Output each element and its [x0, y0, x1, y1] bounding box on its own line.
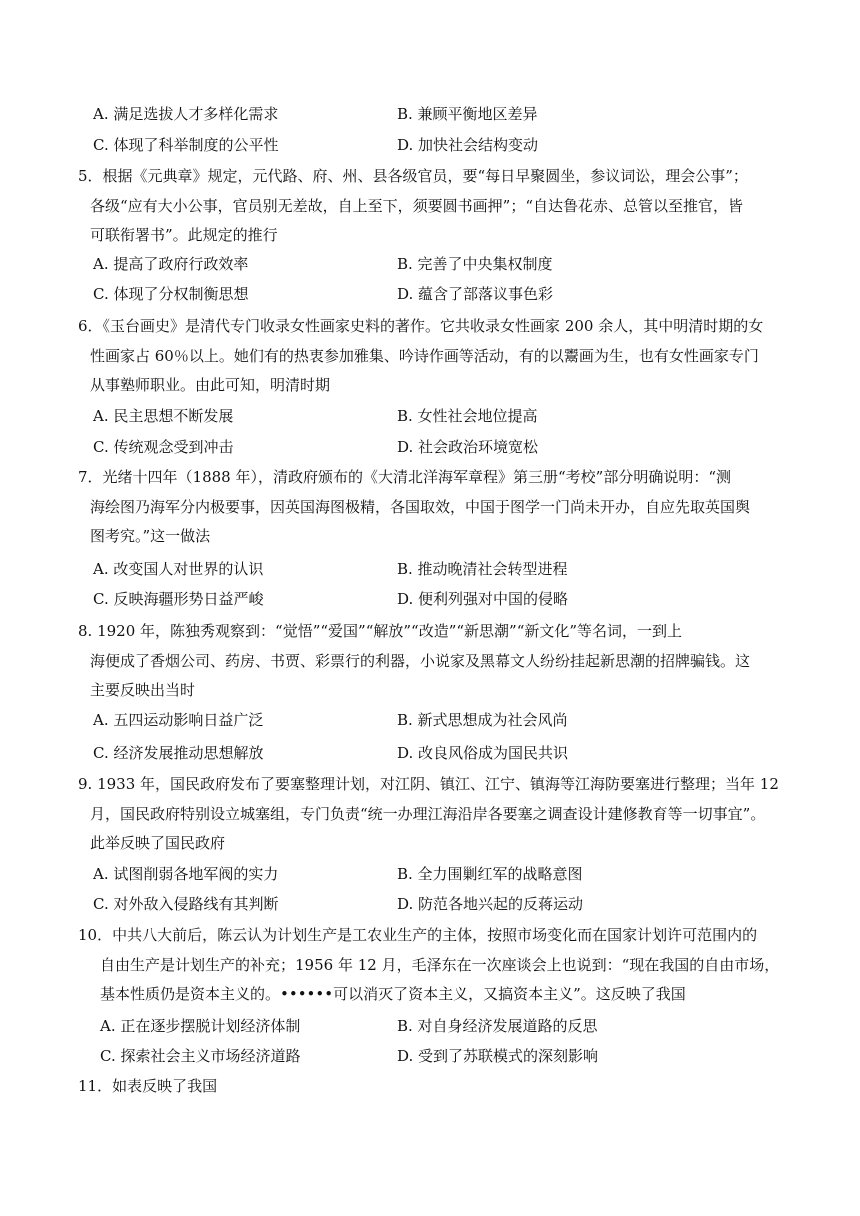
- question-9-line-2: 月，国民政府特别设立城塞组，专门负责“统一办理江海沿岸各要塞之调查设计建修教育等一切事宜”。: [90, 804, 766, 823]
- question-10-line-2: 自由生产是计划生产的补充；1956 年 12 月，毛泽东在一次座谈会上也说到：“现在我国的自由市场，: [100, 955, 780, 974]
- question-6-line-2: 性画家占 60％以上。她们有的热衷参加雅集、吟诗作画等活动，有的以鬻画为生，也有女性画家专门: [90, 346, 759, 365]
- question-9-line-3: 此举反映了国民政府: [90, 834, 226, 852]
- question-10-line-3: 基本性质仍是资本主义的。••••••可以消灭了资本主义，又搞资本主义”。这反映了我国: [100, 985, 686, 1003]
- question-11-stem: [78, 1072, 788, 1102]
- question-6-line-3: 从事塾师职业。由此可知，明清时期: [90, 376, 331, 394]
- q6-option-b[interactable]: B. 女性社会地位提高: [397, 407, 538, 425]
- q5-option-a[interactable]: A. 提高了政府行政效率: [93, 255, 249, 273]
- question-5-line-3: 可联衔署书”。此规定的推行: [90, 226, 278, 244]
- question-5-line-1: 5．根据《元典章》规定，元代路、府、州、县各级官员，要“每日早聚圆坐，参议词讼，理会公事”；: [78, 167, 748, 185]
- q6-option-c[interactable]: C. 传统观念受到冲击: [93, 438, 234, 456]
- q4-option-d[interactable]: D. 加快社会结构变动: [397, 136, 539, 154]
- question-11-line-1: 11．如表反映了我国: [78, 1077, 218, 1095]
- question-7-line-3: 图考究。”这一做法: [90, 527, 211, 545]
- question-8-line-3: 主要反映出当时: [90, 681, 196, 699]
- question-9-line-1: 9. 1933 年，国民政府发布了要塞整理计划，对江阴、镇江、江宁、镇海等江海防要塞进行整理；当年 12: [78, 775, 779, 793]
- q6-option-a[interactable]: A. 民主思想不断发展: [93, 407, 234, 425]
- q6-option-d[interactable]: D. 社会政治环境宽松: [397, 438, 539, 456]
- q10-option-b[interactable]: B. 对自身经济发展道路的反思: [397, 1017, 598, 1035]
- q10-option-c[interactable]: C. 探索社会主义市场经济道路: [100, 1047, 301, 1065]
- question-7-line-1: 7．光绪十四年（1888 年），清政府颁布的《大清北洋海军章程》第三册“考校”部分明确说明：“测: [78, 468, 731, 486]
- q9-option-b[interactable]: B. 全力围剿红军的战略意图: [397, 865, 583, 883]
- question-7-line-2: 海绘图乃海军分内极要事，因英国海图极精，各国取效，中国于图学一门尚未开办，自应先取英国舆: [90, 497, 751, 516]
- q8-option-a[interactable]: A. 五四运动影响日益广泛: [93, 711, 264, 729]
- q10-option-d[interactable]: D. 受到了苏联模式的深刻影响: [397, 1047, 599, 1065]
- q9-option-a[interactable]: A. 试图削弱各地军阀的实力: [93, 865, 279, 883]
- q4-option-c[interactable]: C. 体现了科举制度的公平性: [93, 136, 279, 154]
- q7-option-b[interactable]: B. 推动晚清社会转型进程: [397, 560, 568, 578]
- q4-option-b[interactable]: B. 兼顾平衡地区差异: [397, 105, 538, 123]
- q7-option-a[interactable]: A. 改变国人对世界的认识: [93, 560, 264, 578]
- question-8-stem: [78, 617, 788, 706]
- question-5-stem: [78, 162, 788, 251]
- question-6-line-1: 6．《玉台画史》是清代专门收录女性画家史料的著作。它共收录女性画家 200 余人，其中明清时期的女: [78, 317, 764, 335]
- question-5-line-2: 各级“应有大小公事，官员别无差故，自上至下，须要圆书画押”；“自达鲁花赤、总管以至推官，皆: [90, 196, 744, 215]
- q9-option-d[interactable]: D. 防范各地兴起的反蒋运动: [397, 895, 584, 913]
- q5-option-d[interactable]: D. 蕴含了部落议事色彩: [397, 285, 554, 303]
- q10-option-a[interactable]: A. 正在逐步摆脱计划经济体制: [100, 1017, 301, 1035]
- question-8-line-2: 海便成了香烟公司、药房、书贾、彩票行的利器，小说家及黑幕文人纷纷挂起新思潮的招牌骗钱。这: [90, 651, 751, 670]
- question-8-line-1: 8. 1920 年，陈独秀观察到：“觉悟”“爱国”“解放”“改造”“新思潮”“新文化”等名词，一到上: [78, 622, 683, 640]
- q5-option-b[interactable]: B. 完善了中央集权制度: [397, 255, 553, 273]
- q7-option-d[interactable]: D. 便利列强对中国的侵略: [397, 590, 569, 608]
- q8-option-c[interactable]: C. 经济发展推动思想解放: [93, 744, 264, 762]
- question-9-stem: [78, 770, 788, 859]
- question-7-stem: [78, 463, 788, 552]
- question-10-line-1: 10．中共八大前后，陈云认为计划生产是工农业生产的主体，按照市场变化而在国家计划许可范围内的: [78, 926, 758, 944]
- question-6-stem: [78, 312, 788, 401]
- q7-option-c[interactable]: C. 反映海疆形势日益严峻: [93, 590, 264, 608]
- question-10-stem: [78, 921, 788, 1010]
- q9-option-c[interactable]: C. 对外敌入侵路线有其判断: [93, 895, 279, 913]
- q8-option-b[interactable]: B. 新式思想成为社会风尚: [397, 711, 568, 729]
- q4-option-a[interactable]: A. 满足选拔人才多样化需求: [93, 105, 279, 123]
- q5-option-c[interactable]: C. 体现了分权制衡思想: [93, 285, 249, 303]
- q8-option-d[interactable]: D. 改良风俗成为国民共识: [397, 744, 569, 762]
